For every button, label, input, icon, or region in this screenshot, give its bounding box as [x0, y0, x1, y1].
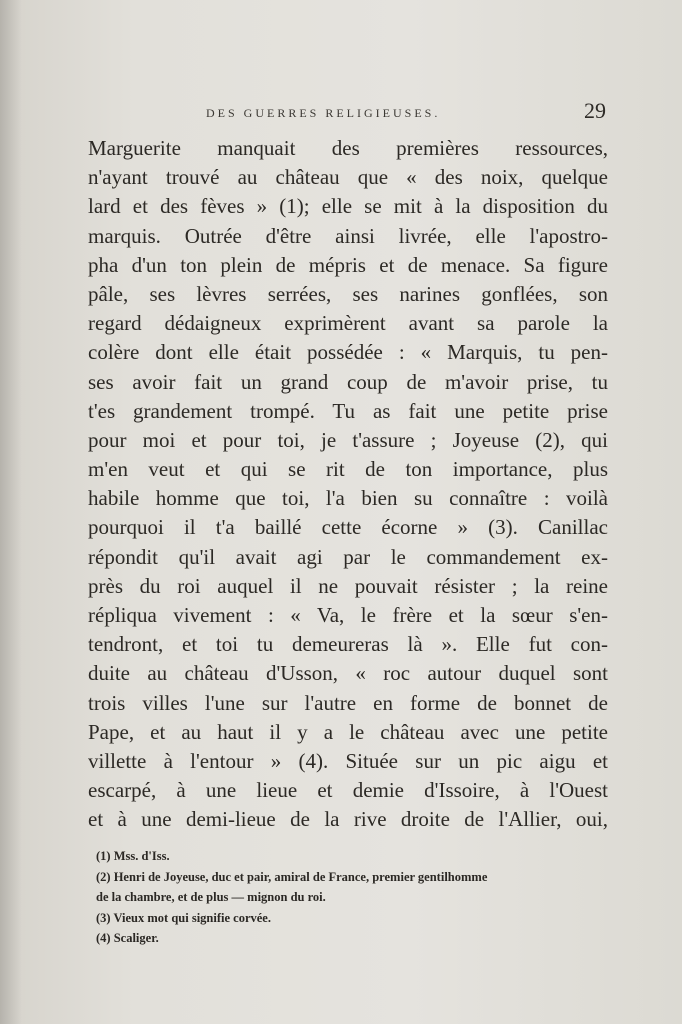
- footnote-3: (3) Vieux mot qui signifie corvée.: [96, 910, 271, 925]
- text-line: ses avoir fait un grand coup de m'avoir prise, tu: [88, 369, 608, 394]
- text-line: t'es grandement trompé. Tu as fait une petite prise: [88, 398, 608, 423]
- text-line: près du roi auquel il ne pouvait résister ; la reine: [88, 573, 608, 598]
- text-line: répliqua vivement : « Va, le frère et la sœur s'en-: [88, 603, 608, 627]
- text-line: pâle, ses lèvres serrées, ses narines gonflées, son: [88, 281, 608, 306]
- text-line: Pape, et au haut il y a le château avec une petite: [88, 719, 608, 744]
- text-line: Marguerite manquait des premières ressources,: [88, 136, 608, 160]
- text-line: villette à l'entour » (4). Située sur un pic aigu et: [88, 748, 608, 773]
- text-line: colère dont elle était possédée : « Marquis, tu pen-: [88, 340, 608, 365]
- page-number: 29: [584, 98, 606, 123]
- page-gutter-shadow: [0, 0, 22, 1024]
- footnote-4: (4) Scaliger.: [96, 931, 159, 945]
- text-line: pour moi et pour toi, je t'assure ; Joyeuse (2), qui: [88, 427, 608, 452]
- text-line: habile homme que toi, l'a bien su connaître : voilà: [88, 486, 608, 511]
- body-text: [88, 134, 608, 835]
- text-line: lard et des fèves » (1); elle se mit à la disposition du: [88, 194, 608, 219]
- text-line: regard dédaigneux exprimèrent avant sa parole la: [88, 311, 608, 336]
- text-line: trois villes l'une sur l'autre en forme de bonnet de: [88, 690, 608, 715]
- text-line: n'ayant trouvé au château que « des noix, quelque: [88, 165, 608, 190]
- footnotes: [96, 846, 608, 949]
- text-line: pha d'un ton plein de mépris et de menace. Sa figure: [88, 252, 608, 277]
- text-line: escarpé, à une lieue et demie d'Issoire, à l'Ouest: [88, 778, 608, 803]
- text-line: marquis. Outrée d'être ainsi livrée, elle l'apostro-: [88, 223, 608, 248]
- text-line: tendront, et toi tu demeureras là ». Elle fut con-: [88, 632, 608, 657]
- text-line: m'en veut et qui se rit de ton importance, plus: [88, 457, 608, 482]
- footnote-2: (2) Henri de Joyeuse, duc et pair, amiral de France, premier gentilhomme: [96, 869, 488, 884]
- text-line: pourquoi il t'a baillé cette écorne » (3). Canillac: [88, 515, 608, 540]
- running-title: DES GUERRES RELIGIEUSES.: [206, 106, 441, 120]
- text-line: et à une demi-lieue de la rive droite de l'Allier, oui,: [88, 807, 608, 832]
- text-line: répondit qu'il avait agi par le commandement ex-: [88, 544, 608, 569]
- page-header: [96, 98, 606, 128]
- footnote-2-continued: de la chambre, et de plus — mignon du roi.: [96, 890, 326, 904]
- text-line: duite au château d'Usson, « roc autour duquel sont: [88, 661, 608, 686]
- footnote-1: (1) Mss. d'Iss.: [96, 849, 170, 863]
